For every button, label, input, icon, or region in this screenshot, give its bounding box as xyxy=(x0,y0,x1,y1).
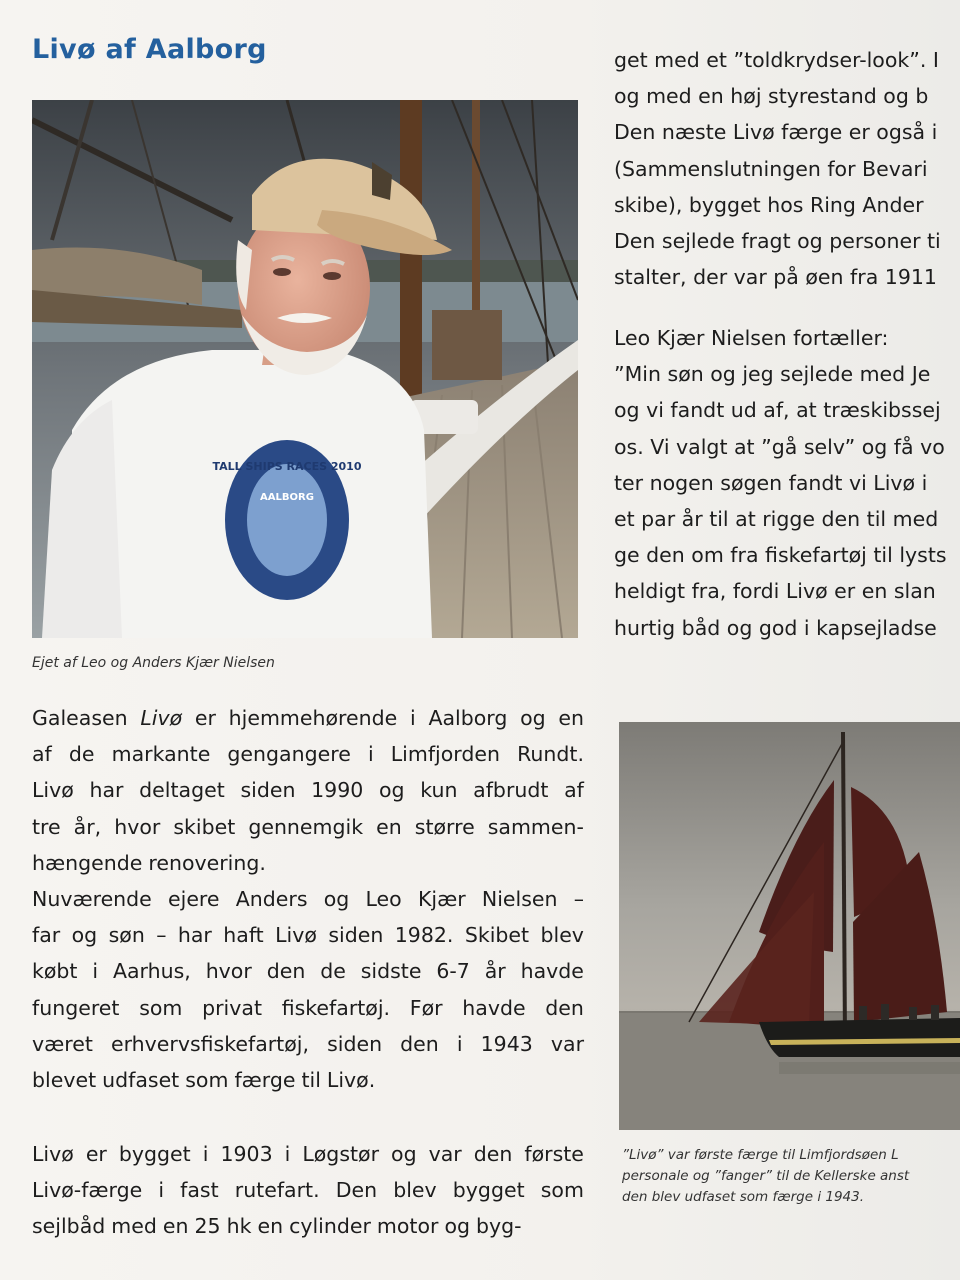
photo-livo-under-sail xyxy=(619,722,960,1130)
text-line xyxy=(32,917,584,953)
text-word: Rundt. xyxy=(517,742,584,767)
text-line xyxy=(32,772,584,808)
text-word: sammen- xyxy=(487,814,584,839)
text-word: 6-7 xyxy=(436,959,470,984)
text-word: har xyxy=(177,923,212,948)
text-line: og med en høj styrestand og b xyxy=(614,84,929,109)
text-word: markante xyxy=(111,742,211,767)
text-line xyxy=(32,881,584,917)
text-word: i xyxy=(456,1031,463,1056)
text-line: Leo Kjær Nielsen fortæller: xyxy=(614,326,889,350)
text-word: den xyxy=(266,959,306,984)
shirt-print-top: TALL SHIPS RACES 2010 xyxy=(212,460,362,473)
text-line xyxy=(32,990,584,1026)
text-word: i xyxy=(284,1142,291,1166)
text-word: i xyxy=(410,706,416,730)
text-line: Den næste Livø færge er også i xyxy=(614,120,938,145)
text-line: os. Vi valgt at ”gå selv” og få vo xyxy=(614,434,945,459)
text-word: cylinder xyxy=(289,1214,371,1239)
text-word: fast xyxy=(180,1178,219,1203)
text-line: skibe), bygget hos Ring Ander xyxy=(614,192,924,217)
text-word: blev xyxy=(393,1178,437,1203)
text-word: er xyxy=(194,706,216,730)
text-word: og xyxy=(71,923,98,948)
text-word: havde xyxy=(462,995,526,1020)
text-word: Skibet xyxy=(464,923,530,948)
text-line: stalter, der var på øen fra 1911 xyxy=(614,265,937,290)
text-word: Livø xyxy=(140,706,183,730)
photo-caption-ferry xyxy=(622,1145,960,1208)
text-line: ge den om fra fiskefartøj til lysts xyxy=(614,543,947,568)
text-word: Livø xyxy=(32,778,74,803)
text-word: i xyxy=(92,959,99,984)
text-word: Kjær xyxy=(417,887,466,912)
text-word: og xyxy=(444,1214,471,1239)
text-word: til xyxy=(301,1068,321,1093)
text-word: udfaset xyxy=(102,1068,180,1093)
text-line xyxy=(32,1062,584,1098)
text-line: ”Min søn og jeg sejlede med Je xyxy=(614,362,931,387)
text-word: år, xyxy=(73,814,102,839)
text-word: hjemmehørende xyxy=(228,706,398,730)
text-word: fiskefartøj. xyxy=(281,995,391,1020)
text-line xyxy=(32,1172,584,1208)
text-word: har xyxy=(89,778,124,803)
text-word: Leo xyxy=(365,887,402,912)
text-word: erhvervsfiskefartøj, xyxy=(110,1031,309,1056)
text-word: tre xyxy=(32,814,61,839)
text-word: hængende xyxy=(32,850,143,875)
text-word: Anders xyxy=(235,887,308,912)
text-word: en xyxy=(376,814,402,839)
text-word: siden xyxy=(240,778,296,803)
text-word: bygget xyxy=(118,1142,191,1166)
text-word: med xyxy=(111,1214,157,1239)
text-word: som xyxy=(139,995,183,1020)
text-word: været xyxy=(32,1031,93,1056)
text-word: større xyxy=(414,814,475,839)
text-word: i xyxy=(202,1142,209,1166)
body-paragraph-2 xyxy=(32,1136,584,1245)
text-word: den xyxy=(473,1142,513,1166)
text-word: de xyxy=(320,959,346,984)
text-word: rutefart. xyxy=(234,1178,320,1203)
text-word: de xyxy=(68,742,95,767)
text-line xyxy=(32,1208,584,1244)
text-line xyxy=(32,700,584,736)
text-word: bygget xyxy=(452,1178,525,1203)
text-word: som xyxy=(540,1178,584,1203)
text-line: ter nogen søgen fandt vi Livø i xyxy=(614,470,928,495)
text-word: en xyxy=(162,1214,189,1239)
text-word: byg- xyxy=(476,1214,522,1239)
text-word: og xyxy=(391,1142,417,1166)
text-word: og xyxy=(520,706,546,730)
text-word: sejlbåd xyxy=(32,1214,106,1239)
photo-caption-owners: Ejet af Leo og Anders Kjær Nielsen xyxy=(32,655,275,671)
article-title: Livø af Aalborg xyxy=(32,34,267,65)
text-word: år xyxy=(484,959,506,984)
text-line: (Sammenslutningen for Bevari xyxy=(614,156,928,181)
text-word: er xyxy=(85,1142,107,1166)
text-word: privat xyxy=(202,995,262,1020)
text-word: Den xyxy=(335,1178,378,1203)
text-word: var xyxy=(428,1142,462,1166)
text-word: – xyxy=(156,923,167,948)
text-word: haft xyxy=(223,923,264,948)
text-line xyxy=(32,736,584,772)
text-word: Livø xyxy=(275,923,317,948)
text-word: gennemgik xyxy=(248,814,364,839)
text-word: siden xyxy=(327,1031,383,1056)
text-word: ejere xyxy=(168,887,220,912)
text-line xyxy=(32,1026,584,1062)
text-word: motor xyxy=(376,1214,439,1239)
text-word: renovering. xyxy=(148,850,266,875)
text-line: den blev udfaset som færge i 1943. xyxy=(622,1189,865,1205)
text-word: 1903 xyxy=(220,1142,273,1166)
text-word: hk xyxy=(226,1214,252,1239)
text-word: i xyxy=(158,1178,165,1203)
text-word: Aarhus, xyxy=(112,959,191,984)
text-word: en xyxy=(257,1214,284,1239)
text-line: heldigt fra, fordi Livø er en slan xyxy=(614,579,936,604)
text-line xyxy=(32,1136,584,1172)
text-word: afbrudt xyxy=(473,778,549,803)
text-word: 25 xyxy=(194,1214,221,1239)
text-line xyxy=(32,845,584,881)
text-word: hvor xyxy=(205,959,252,984)
text-word: Løgstør xyxy=(302,1142,380,1166)
photo-ship-illustration xyxy=(619,722,960,1130)
text-word: Galeasen xyxy=(32,706,128,730)
text-line: Den sejlede fragt og personer ti xyxy=(614,229,941,254)
text-word: havde xyxy=(520,959,584,984)
photo-owner-illustration xyxy=(32,100,578,638)
right-column-paragraph-1 xyxy=(614,42,960,295)
text-word: blev xyxy=(540,923,584,948)
text-word: som xyxy=(185,1068,229,1093)
text-word: den xyxy=(400,1031,439,1056)
text-word: og xyxy=(323,887,350,912)
text-word: sidste xyxy=(360,959,422,984)
text-word: – xyxy=(573,887,584,912)
text-word: af xyxy=(564,778,584,803)
text-line: et par år til at rigge den til med xyxy=(614,507,939,532)
text-word: den xyxy=(545,995,584,1020)
body-paragraph-1 xyxy=(32,700,584,1098)
text-line: hurtig båd og god i kapsejladse xyxy=(614,615,937,640)
text-word: i xyxy=(367,742,374,767)
text-line xyxy=(32,953,584,989)
text-word: skibet xyxy=(173,814,236,839)
text-word: første xyxy=(524,1142,584,1166)
text-word: fungeret xyxy=(32,995,120,1020)
text-word: siden xyxy=(328,923,384,948)
photo-owner-on-deck xyxy=(32,100,578,638)
text-word: hvor xyxy=(114,814,161,839)
text-word: far xyxy=(32,923,61,948)
text-word: Livø-færge xyxy=(32,1178,143,1203)
text-word: blevet xyxy=(32,1068,97,1093)
text-word: deltaget xyxy=(139,778,225,803)
text-word: Livø xyxy=(32,1142,74,1166)
text-word: 1982. xyxy=(394,923,454,948)
text-word: købt xyxy=(32,959,78,984)
text-word: og xyxy=(378,778,405,803)
text-word: Før xyxy=(409,995,443,1020)
text-line: get med et ”toldkrydser-look”. I xyxy=(614,48,939,72)
text-word: var xyxy=(550,1031,584,1056)
text-word: Limfjorden xyxy=(390,742,500,767)
text-word: færge xyxy=(234,1068,296,1093)
text-line: og vi fandt ud af, at træskibssej xyxy=(614,398,941,423)
text-word: Nielsen xyxy=(481,887,558,912)
text-word: en xyxy=(558,706,584,730)
text-word: gengangere xyxy=(227,742,351,767)
text-line xyxy=(32,809,584,845)
right-column-paragraph-2 xyxy=(614,320,960,646)
text-word: søn xyxy=(108,923,145,948)
text-word: Livø. xyxy=(326,1068,376,1093)
text-word: 1990 xyxy=(311,778,364,803)
text-line: ”Livø” var første færge til Limfjordsøen L xyxy=(622,1147,899,1163)
shirt-print-aalborg: AALBORG xyxy=(260,492,314,503)
text-word: Aalborg xyxy=(428,706,508,730)
text-word: 1943 xyxy=(480,1031,533,1056)
text-line: personale og ”fanger” til de Kellerske anst xyxy=(622,1168,910,1184)
text-word: kun xyxy=(420,778,458,803)
text-word: af xyxy=(32,742,52,767)
text-word: Nuværende xyxy=(32,887,152,912)
